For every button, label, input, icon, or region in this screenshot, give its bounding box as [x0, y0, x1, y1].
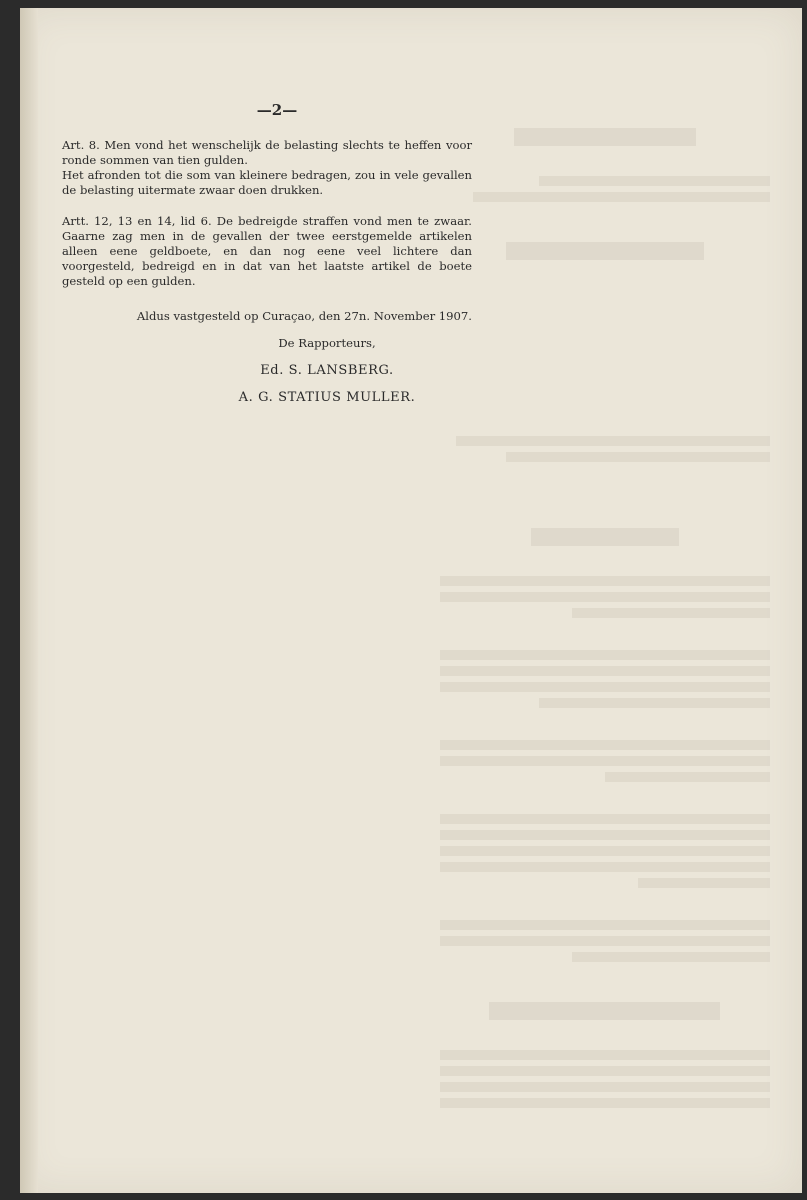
- closing-statement: Aldus vastgesteld op Curaçao, den 27n. November 1907.: [136, 309, 472, 323]
- signature-name-statius-muller: A. G. STATIUS MULLER.: [238, 390, 416, 405]
- document-page: [20, 8, 802, 1193]
- article-8-text: Art. 8. Men vond het wenschelijk de belasting slechts te heffen voor ronde sommen van tien gulden.: [62, 138, 472, 167]
- article-8-text-continued: Het afronden tot die som van kleinere bedragen, zou in vele gevallen de belasting uitermate zwaar doen drukken.: [62, 168, 472, 197]
- page-content: [62, 103, 472, 405]
- article-12-14-text: Artt. 12, 13 en 14, lid 6. De bedreigde straffen vond men te zwaar. Gaarne zag men in de gevallen der twee eerstgemelde artikelen alleen eene geldboete, en dan nog eene veel lichtere dan voorgesteld, bedreigd en in dat van het laatste artikel de boete gesteld op een gulden.: [62, 214, 472, 288]
- signature-label: De Rapporteurs,: [278, 336, 376, 350]
- page-edge: [20, 8, 38, 1193]
- article-12-14: [62, 214, 472, 289]
- signature-name-lansberg: Ed. S. LANSBERG.: [260, 363, 394, 378]
- article-8: [62, 138, 472, 198]
- page-number: —2—: [256, 101, 298, 119]
- bleed-through-text: [440, 108, 770, 1108]
